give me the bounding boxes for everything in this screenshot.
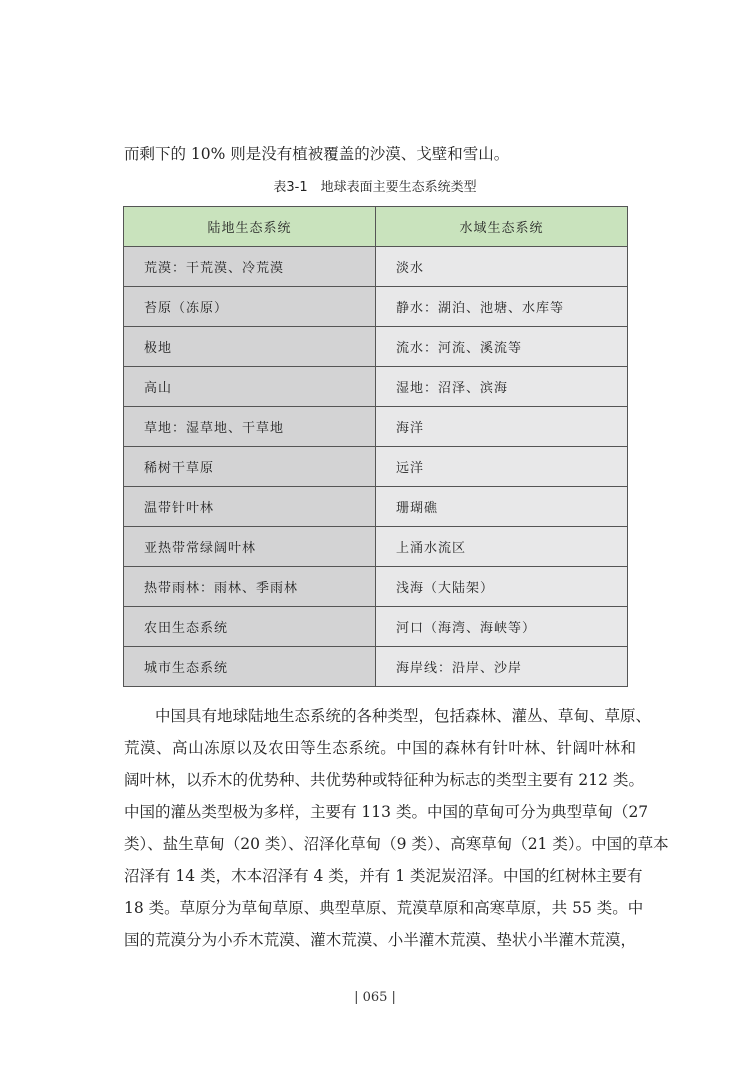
paragraph-line: 中国的灌丛类型极为多样，主要有 113 类。中国的草甸可分为典型草甸（27 (124, 803, 649, 821)
paragraph-line: 18 类。草原分为草甸草原、典型草原、荒漠草原和高寒草原，共 55 类。中 (124, 899, 644, 917)
table-row (124, 247, 628, 287)
land-ecosystem-cell: 荒漠：干荒漠、冷荒漠 (124, 247, 376, 287)
table-row (124, 287, 628, 327)
land-ecosystem-cell: 苔原（冻原） (124, 287, 376, 327)
water-ecosystem-cell: 上涌水流区 (376, 527, 628, 567)
water-ecosystem-cell: 河口（海湾、海峡等） (376, 607, 628, 647)
table-row (124, 567, 628, 607)
paragraph-line: 类）、盐生草甸（20 类）、沼泽化草甸（9 类）、高寒草甸（21 类）。中国的草本 (124, 835, 669, 853)
water-ecosystem-cell: 海岸线：沿岸、沙岸 (376, 647, 628, 687)
table-header-row (124, 207, 628, 247)
water-ecosystem-cell: 湿地：沼泽、滨海 (376, 367, 628, 407)
land-ecosystem-cell: 稀树干草原 (124, 447, 376, 487)
land-ecosystem-cell: 城市生态系统 (124, 647, 376, 687)
ecosystem-types-table (123, 206, 628, 687)
table-row (124, 327, 628, 367)
water-ecosystem-cell: 海洋 (376, 407, 628, 447)
paragraph-line: 荒漠、高山冻原以及农田等生态系统。中国的森林有针叶林、针阔叶林和 (124, 739, 636, 757)
table-caption: 表3-1 地球表面主要生态系统类型 (273, 180, 477, 195)
water-ecosystem-cell: 淡水 (376, 247, 628, 287)
header-water-ecosystem: 水域生态系统 (376, 207, 628, 247)
table-row (124, 647, 628, 687)
table-row (124, 527, 628, 567)
table-row (124, 607, 628, 647)
land-ecosystem-cell: 极地 (124, 327, 376, 367)
header-land-ecosystem: 陆地生态系统 (124, 207, 376, 247)
land-ecosystem-cell: 温带针叶林 (124, 487, 376, 527)
water-ecosystem-cell: 远洋 (376, 447, 628, 487)
water-ecosystem-cell: 流水：河流、溪流等 (376, 327, 628, 367)
water-ecosystem-cell: 浅海（大陆架） (376, 567, 628, 607)
table-row (124, 487, 628, 527)
paragraph-line: 国的荒漠分为小乔木荒漠、灌木荒漠、小半灌木荒漠、垫状小半灌木荒漠， (124, 931, 636, 949)
paragraph-line: 沼泽有 14 类，木本沼泽有 4 类，并有 1 类泥炭沼泽。中国的红树林主要有 (124, 867, 643, 885)
land-ecosystem-cell: 热带雨林：雨林、季雨林 (124, 567, 376, 607)
paragraph-line: 中国具有地球陆地生态系统的各种类型，包括森林、灌丛、草甸、草原、 (124, 707, 652, 725)
land-ecosystem-cell: 高山 (124, 367, 376, 407)
table-row (124, 447, 628, 487)
land-ecosystem-cell: 草地：湿草地、干草地 (124, 407, 376, 447)
land-ecosystem-cell: 亚热带常绿阔叶林 (124, 527, 376, 567)
water-ecosystem-cell: 静水：湖泊、池塘、水库等 (376, 287, 628, 327)
water-ecosystem-cell: 珊瑚礁 (376, 487, 628, 527)
land-ecosystem-cell: 农田生态系统 (124, 607, 376, 647)
table-row (124, 367, 628, 407)
intro-text-line: 而剩下的 10% 则是没有植被覆盖的沙漠、戈壁和雪山。 (124, 145, 510, 163)
paragraph-line: 阔叶林，以乔木的优势种、共优势种或特征种为标志的类型主要有 212 类。 (124, 771, 644, 789)
page-number: | 065 | (354, 990, 396, 1005)
table-row (124, 407, 628, 447)
